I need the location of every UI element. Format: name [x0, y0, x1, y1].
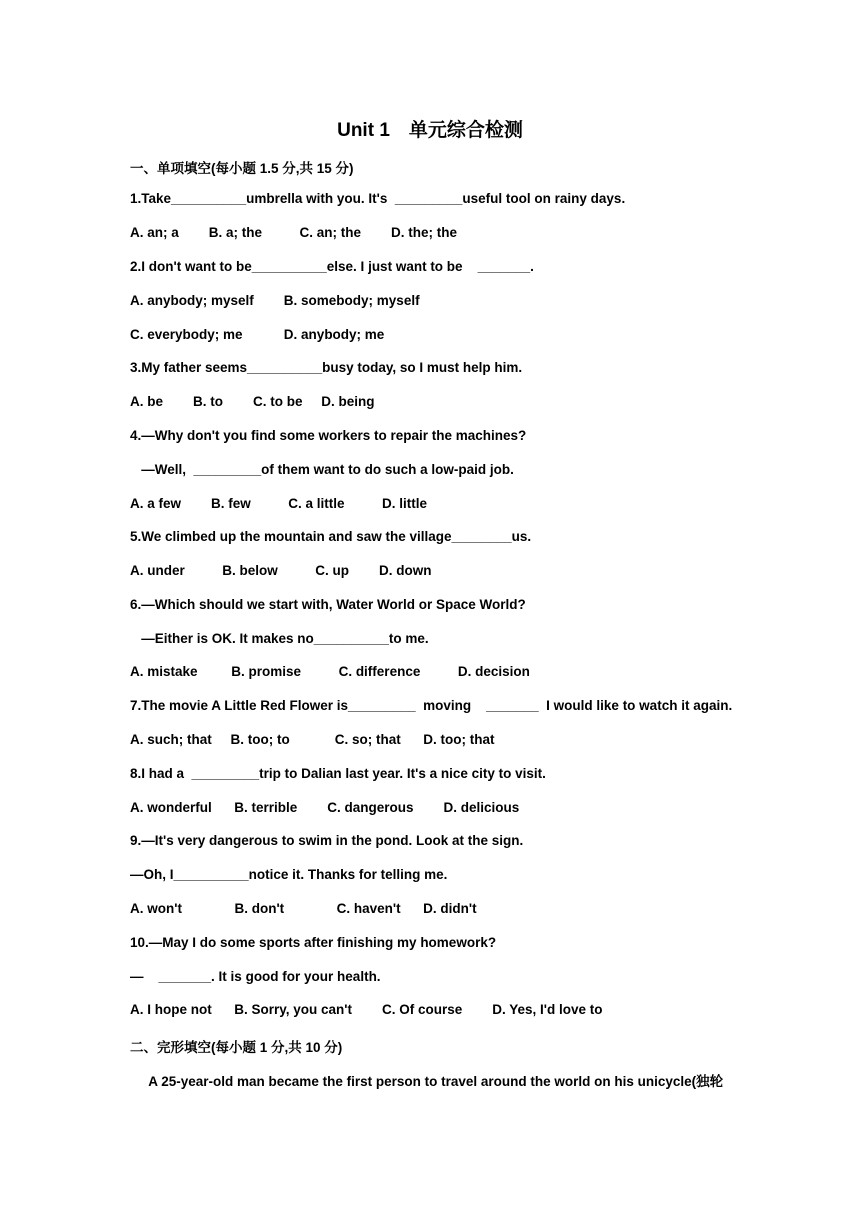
- question-2: 2.I don't want to be__________else. I just want to be _______.: [130, 259, 534, 274]
- options-10: A. I hope not B. Sorry, you can't C. Of course D. Yes, I'd love to: [130, 1002, 603, 1017]
- options-5: A. under B. below C. up D. down: [130, 563, 432, 578]
- question-1: 1.Take__________umbrella with you. It's _________useful tool on rainy days.: [130, 191, 626, 206]
- document-title: Unit 1 单元综合检测: [337, 120, 523, 141]
- question-7: 7.The movie A Little Red Flower is_________ moving _______ I would like to watch it again.: [130, 698, 733, 713]
- question-10-reply: — _______. It is good for your health.: [130, 969, 381, 984]
- options-2-b: C. everybody; me D. anybody; me: [130, 327, 385, 342]
- options-9: A. won't B. don't C. haven't D. didn't: [130, 901, 477, 916]
- question-10: 10.—May I do some sports after finishing my homework?: [130, 935, 497, 950]
- options-1: A. an; a B. a; the C. an; the D. the; the: [130, 225, 458, 240]
- options-6: A. mistake B. promise C. difference D. decision: [130, 664, 530, 679]
- question-5: 5.We climbed up the mountain and saw the village________us.: [130, 529, 532, 544]
- question-6: 6.—Which should we start with, Water World or Space World?: [130, 597, 526, 612]
- options-2-a: A. anybody; myself B. somebody; myself: [130, 293, 420, 308]
- question-9-reply: —Oh, I__________notice it. Thanks for telling me.: [130, 867, 448, 882]
- options-8: A. wonderful B. terrible C. dangerous D. delicious: [130, 800, 520, 815]
- question-6-reply: —Either is OK. It makes no__________to me.: [130, 631, 429, 646]
- section-heading-cloze: 二、完形填空(每小题 1 分,共 10 分): [130, 1040, 343, 1055]
- options-3: A. be B. to C. to be D. being: [130, 394, 375, 409]
- options-4: A. a few B. few C. a little D. little: [130, 496, 428, 511]
- section-heading-single-choice: 一、单项填空(每小题 1.5 分,共 15 分): [130, 161, 354, 176]
- cloze-passage-line: A 25-year-old man became the first person to travel around the world on his unicycle(独轮: [130, 1074, 724, 1089]
- question-4-reply: —Well, _________of them want to do such a low-paid job.: [130, 462, 514, 477]
- question-9: 9.—It's very dangerous to swim in the pond. Look at the sign.: [130, 833, 524, 848]
- question-3: 3.My father seems__________busy today, so I must help him.: [130, 360, 523, 375]
- options-7: A. such; that B. too; to C. so; that D. too; that: [130, 732, 495, 747]
- question-8: 8.I had a _________trip to Dalian last year. It's a nice city to visit.: [130, 766, 546, 781]
- question-4: 4.—Why don't you find some workers to repair the machines?: [130, 428, 527, 443]
